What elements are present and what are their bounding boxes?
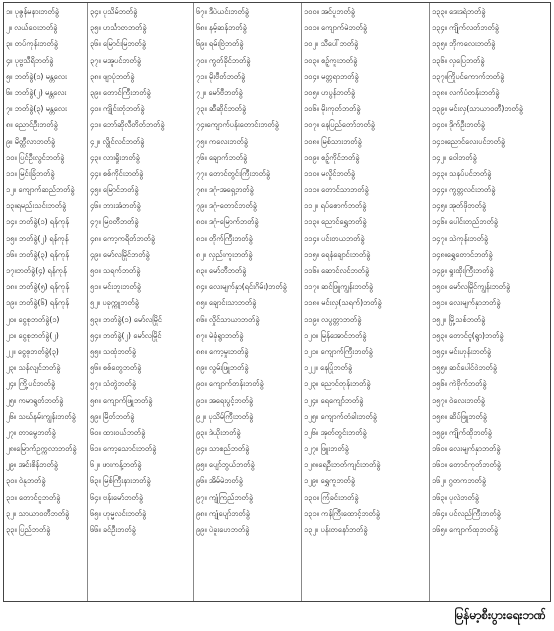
branch-entry: ၅၄။ ဘတ်ခွဲ(၂) မော်လမြိုင် <box>90 330 162 340</box>
branch-entry: ၂၇။ တာမွေဘတ်ခွဲ <box>6 427 56 437</box>
branch-entry: ၁၃၁။ ကန်ကြီးထောင့်ဘတ်ခွဲ <box>304 508 380 518</box>
branch-entry: ၁၃၃။ ဒေးဒရဲဘတ်ခွဲ <box>432 7 486 16</box>
branch-entry: ၃၂။ သာယာဝတီဘတ်ခွဲ <box>6 508 70 518</box>
branch-entry: ၁၀။ ပြင်ဦးလွင်ဘတ်ခွဲ <box>6 152 65 162</box>
branch-entry: ၁၆၁။ တောင်ကုတ်ဘတ်ခွဲ <box>432 460 501 470</box>
branch-entry: ၈၂။ လှည်းကူးဘတ်ခွဲ <box>196 249 253 259</box>
branch-entry: ၄။ ပုဗ္ဗသီရိဘတ်ခွဲ <box>6 55 54 65</box>
branch-entry: ၉၆။ အိမ်မဲဘတ်ခွဲ <box>196 476 243 486</box>
branch-entry: ၃၇။ မအူပင်ဘတ်ခွဲ <box>90 55 141 65</box>
branch-entry: ၁၈။ ဘတ်ခွဲ(၅) ရန်ကုန် <box>6 282 70 292</box>
branch-entry: ၁၂၂။ နေပြုံဘတ်ခွဲ <box>304 363 353 373</box>
branch-entry: ၆၉။ ရမ်းဗြဲဘတ်ခွဲ <box>196 39 244 49</box>
branch-entry: ၇၇။ တောင်တွင်းကြီးဘတ်ခွဲ <box>196 168 271 178</box>
branch-entry: ၆၄။ ဗန်းမော်ဘတ်ခွဲ <box>90 492 144 502</box>
branch-entry: ၅၂။ ပခုက္ကူဘတ်ခွဲ <box>90 298 139 308</box>
branch-entry: ၄၅။ မြောင်ဘတ်ခွဲ <box>90 185 139 195</box>
branch-entry: ၁၂၄။ ရေကျော်ဘတ်ခွဲ <box>304 395 364 405</box>
branch-entry: ၁၅၁။ လေးမျက်နှာဘတ်ခွဲ <box>432 298 501 308</box>
branch-entry: ၄၂။ လွိုင်လင်ဘတ်ခွဲ <box>90 136 145 146</box>
branch-entry: ၁၀၉။ စဥ့်ကိုင်ဘတ်ခွဲ <box>304 152 360 162</box>
branch-entry: ၈၇။ မဲခုံရွာဘတ်ခွဲ <box>196 330 244 340</box>
branch-entry: ၇၉။ ဒဂုံ-တောင်ဘတ်ခွဲ <box>196 201 257 211</box>
branch-entry: ၂၂။ ငွေစုဘတ်ခွဲ(၃) <box>6 346 59 356</box>
branch-entry: ၉၅။ ပျော်ဘွယ်ဘတ်ခွဲ <box>196 460 255 470</box>
branch-entry: ၇၁။ မိုးဗီတ်ဘတ်ခွဲ <box>196 71 246 81</box>
branch-entry: ၆၂။ ဖားကန့်ဘတ်ခွဲ <box>90 460 142 470</box>
branch-entry: ၃၄။ ပုသိမ်ဘတ်ခွဲ <box>90 7 138 16</box>
branch-entry: ၉၈။ ကျုံပျော်ဘတ်ခွဲ <box>196 508 250 518</box>
branch-entry: ၁၆၄။ ပင်လည်ကြီးဘတ်ခွဲ <box>432 508 501 518</box>
branch-entry: ၆။ ဘတ်ခွဲ(၂) မန္တလေး <box>6 87 67 97</box>
branch-entry: ၇၃။ ဆီဆိုင်ဘတ်ခွဲ <box>196 104 247 114</box>
branch-entry: ၁၅၅။ ဆင်ပေါင်ဝဲဘတ်ခွဲ <box>432 363 498 373</box>
branch-entry: ၁၄၅။ အုတ်ဖိုဘတ်ခွဲ <box>432 201 487 211</box>
branch-entry: ၁၁၀။ မလှိုင်ဘတ်ခွဲ <box>304 168 356 178</box>
branch-column-2 <box>88 3 194 601</box>
branch-entry: ၁၃၉။ မင်းလှ(သာယာဝတီ)ဘတ်ခွဲ <box>432 104 523 114</box>
branch-entry: ၁၅။ ဘတ်ခွဲ(၂) ရန်ကုန် <box>6 233 69 243</box>
branch-entry: ၁၁။ မြင်းခြံဘတ်ခွဲ <box>6 168 55 178</box>
branch-entry: ၆၃။ မြစ်ကြီးနားဘတ်ခွဲ <box>90 476 151 486</box>
branch-entry: ၃၅။ ဟင်္သာတဘတ်ခွဲ <box>90 23 147 33</box>
branch-entry: ၇၅။ ကလေးဘတ်ခွဲ <box>196 136 248 146</box>
branch-entry: ၁၄၇။ သဲကုန်းဘတ်ခွဲ <box>432 233 489 243</box>
branch-entry: ၈။ ညောင်ဦးဘတ်ခွဲ <box>6 120 58 130</box>
branch-entry: ၇၆။ ချောက်ဘတ်ခွဲ <box>196 152 248 162</box>
branch-entry: ၃၀။ ဝဲနုဘတ်ခွဲ <box>6 476 46 486</box>
branch-entry: ၁၃၅။ ဘိုကလေးဘတ်ခွဲ <box>432 39 496 49</box>
branch-entry: ၂၄။ ကြို့ပင်ဘတ်ခွဲ <box>6 379 56 389</box>
branch-entry: ၆၀။ ထားဝယ်ဘတ်ခွဲ <box>90 427 146 437</box>
branch-entry: ၄၀။ ကျိုင်းတုံဘတ်ခွဲ <box>90 104 145 114</box>
branch-entry: ၁၃၀။ ကြံခင်းဘတ်ခွဲ <box>304 492 359 502</box>
branch-entry: ၁၃၇။ကြိုပင်ကောက်ဘတ်ခွဲ <box>432 71 505 81</box>
branch-entry: ၂၈။မြောက်ဥက္ကလာဘတ်ခွဲ <box>6 444 77 454</box>
branch-entry: ၉။ မိတ္ထီလာဘတ်ခွဲ <box>6 136 56 146</box>
branch-entry: ၆၈။ နမ့်ဆန်ဘတ်ခွဲ <box>196 23 247 33</box>
branch-entry: ၁၁၂။ ရပ်စောက်ဘတ်ခွဲ <box>304 201 367 211</box>
branch-entry: ၁၄၃။ သနပ်ပင်ဘတ်ခွဲ <box>432 168 492 178</box>
branch-column-1 <box>4 3 88 601</box>
branch-entry: ၁၀၈။ မြစ်သားဘတ်ခွဲ <box>304 136 362 146</box>
branch-entry: ၁၂၉။ ရွှေကူဘတ်ခွဲ <box>304 476 356 486</box>
branch-entry: ၂၀။ ငွေစုဘတ်ခွဲ(၁) <box>6 314 60 324</box>
branch-entry: ၅၉။ မြိတ်ဘတ်ခွဲ <box>90 411 135 421</box>
branch-entry: ၃၃။ ပြည်ဘတ်ခွဲ <box>6 525 51 534</box>
branch-entry: ၂။ လယ်ဝေးဘတ်ခွဲ <box>6 23 58 33</box>
branch-entry: ၁၀၁။ ကျောက်မဲဘတ်ခွဲ <box>304 23 368 33</box>
branch-entry: ၁၁၁။ တောင်သာဘတ်ခွဲ <box>304 185 369 195</box>
branch-entry: ၁၂၅။ ကျောက်တံခါးဘတ်ခွဲ <box>304 411 377 421</box>
branch-entry: ၉၁။ အရေးပွင့်ဘတ်ခွဲ <box>196 395 254 405</box>
branch-entry: ၈၃။ မော်ဘီဘတ်ခွဲ <box>196 266 247 275</box>
branch-entry: ၈၅။ ချောင်းသာဘတ်ခွဲ <box>196 298 257 308</box>
branch-entry: ၁။ ပုဇွန်မနားဘတ်ခွဲ <box>6 7 59 16</box>
branch-entry: ၇၄။ကျောက်ပန်းတောင်းဘတ်ခွဲ <box>196 120 279 130</box>
branch-entry: ၁၄၄။ ကွတ္တလင်းဘတ်ခွဲ <box>432 185 496 195</box>
branch-entry: ၁၄။ ဘတ်ခွဲ(၁) ရန်ကုန် <box>6 217 69 227</box>
branch-entry: ၃၉။ တောင်ကြီးဘတ်ခွဲ <box>90 87 151 97</box>
branch-entry: ၆၁။ ကော့သောင်းဘတ်ခွဲ <box>90 444 157 454</box>
branch-entry: ၁၆၂။ ဂွတကဘတ်ခွဲ <box>432 476 487 486</box>
branch-entry: ၁၅၇။ ဝဲလေးဘတ်ခွဲ <box>432 395 485 405</box>
branch-entry: ၁၁၅။ ရေနံချောင်းဘတ်ခွဲ <box>304 249 371 259</box>
branch-entry: ၁၀၂။ သီပေါ်ဘတ်ခွဲ <box>304 39 359 49</box>
branch-entry: ၁၄၁။ညောင်လေးပင်ဘတ်ခွဲ <box>432 136 506 146</box>
branch-entry: ၂၅။ ကမာရွတ်ဘတ်ခွဲ <box>6 395 64 405</box>
branch-entry: ၁၀၃။ စဥ့်ကူးဘတ်ခွဲ <box>304 55 358 65</box>
branch-entry: ၁၅၀။ မော်လမြိုင်ကျွန်းဘတ်ခွဲ <box>432 282 511 292</box>
branch-table <box>3 2 551 602</box>
branch-entry: ၁၉။ ဘတ်ခွဲ(၆) ရန်ကုန် <box>6 298 69 308</box>
branch-entry: ၁၅၃။ တောင်ငူ(ရွာ)ဘတ်ခွဲ <box>432 330 504 340</box>
branch-entry: ၅၈။ ကျောက်ဖြူဘတ်ခွဲ <box>90 395 153 405</box>
branch-entry: ၅၅။ သထုံဘတ်ခွဲ <box>90 346 137 356</box>
branch-entry: ၁၂၈။ရေဦးဘတ်ကျင်းဘတ်ခွဲ <box>304 460 381 470</box>
branch-entry: ၁၇။ဘတ်ခွဲ(၄) ရန်ကုန် <box>6 266 67 275</box>
bank-name-footer: မြန်မာ့စီးပွားရေးဘဏ် <box>454 608 546 622</box>
branch-column-3 <box>194 3 302 601</box>
branch-entry: ၄၃။ လားရှိုးဘတ်ခွဲ <box>90 152 140 162</box>
branch-entry: ၈၈။ ကော့မှုးဘတ်ခွဲ <box>196 346 249 356</box>
branch-entry: ၁၄၂။ ဝေါဘတ်ခွဲ <box>432 152 477 162</box>
branch-entry: ၁၀၀။ အင်ပူဘတ်ခွဲ <box>304 7 355 16</box>
branch-entry: ၁၃။ရမည်းသင်းဘတ်ခွဲ <box>6 201 67 211</box>
branch-entry: ၁၁၆။ ဆောင်လင်ဘတ်ခွဲ <box>304 266 370 275</box>
branch-entry: ၆၆။ ခင်ဦးဘတ်ခွဲ <box>90 525 136 534</box>
branch-entry: ၈၉။ လွမ်းဖြူဘတ်ခွဲ <box>196 363 249 373</box>
branch-entry: ၁၆၅။ ကျောက်ထုဘတ်ခွဲ <box>432 525 499 534</box>
branch-entry: ၁၅၄။ မင်းဟုန်းဘတ်ခွဲ <box>432 346 492 356</box>
branch-column-5 <box>430 3 550 601</box>
branch-entry: ၁၁၄။ ပင်းတယဘတ်ခွဲ <box>304 233 365 243</box>
branch-entry: ၂၃။ သန်လျင်ဘတ်ခွဲ <box>6 363 61 373</box>
branch-column-4 <box>302 3 430 601</box>
branch-entry: ၁၄၆။ ပေါင်းတည်ဘတ်ခွဲ <box>432 217 498 227</box>
branch-entry: ၁၁၉။ လပွတ္တာဘတ်ခွဲ <box>304 314 362 324</box>
branch-entry: ၁၀၄။ မတ္တရာဘတ်ခွဲ <box>304 71 359 81</box>
branch-entry: ၃၈။ ဖျာပုံဘတ်ခွဲ <box>90 71 135 81</box>
branch-entry: ၁၂၆။ အုတ်တွင်းဘတ်ခွဲ <box>304 427 367 437</box>
branch-entry: ၈၀။ ဒဂုံ-မြောက်ဘတ်ခွဲ <box>196 217 259 227</box>
branch-entry: ၉၇။ ကျုံကြည်ဘတ်ခွဲ <box>196 492 254 502</box>
branch-entry: ၁၆၃။ ပုလဲဘတ်ခွဲ <box>432 492 479 502</box>
branch-entry: ၉၄။ သာစည်ဘတ်ခွဲ <box>196 444 250 454</box>
branch-entry: ၁၅၉။ ကျိုက်ထိုဘတ်ခွဲ <box>432 427 492 437</box>
branch-entry: ၅၇။ သံတွဲဘတ်ခွဲ <box>90 379 137 389</box>
branch-entry: ၈၄။ လေးမျက်နှာ(ရင်းဂိမ်း)ဘတ်ခွဲ <box>196 282 287 292</box>
branch-entry: ၁၄၀။ ဒိုက်ဦးဘတ်ခွဲ <box>432 120 485 130</box>
branch-entry: ၉၃။ ဒဲယိုးဘတ်ခွဲ <box>196 427 241 437</box>
branch-entry: ၇၂။ မော်ဗီဘတ်ခွဲ <box>196 87 243 97</box>
branch-entry: ၉၀။ ကျောက်တန်းဘတ်ခွဲ <box>196 379 264 389</box>
branch-entry: ၁၁၈။ မင်းလှ(သရက်)ဘတ်ခွဲ <box>304 298 382 308</box>
branch-entry: ၁၂၀။ မြန်အောင်ဘတ်ခွဲ <box>304 330 367 340</box>
branch-entry: ၁၆၀။ လေးမျက်နှာဘတ်ခွဲ <box>432 444 501 454</box>
branch-entry: ၇၀။ ကွတ်ခိုင်ဘတ်ခွဲ <box>196 55 251 65</box>
branch-entry: ၂၁။ ငွေစုဘတ်ခွဲ(၂) <box>6 330 59 340</box>
branch-entry: ၁၂၁။ ကျောက်ကြီးဘတ်ခွဲ <box>304 346 373 356</box>
branch-entry: ၁၅၆။ ကဲဗိုက်ဘတ်ခွဲ <box>432 379 487 389</box>
branch-entry: ၅၁။ မင်းဘူးဘတ်ခွဲ <box>90 282 141 292</box>
branch-entry: ၁၂။ ကျောက်ဆည်ဘတ်ခွဲ <box>6 185 75 195</box>
branch-entry: ၁၁၇။ ဆင်ဖြူကျွန်းဘတ်ခွဲ <box>304 282 374 292</box>
branch-entry: ၁၀၇။ နေပြည်တော်ဘတ်ခွဲ <box>304 120 375 130</box>
branch-entry: ၁၃၆။ လှပြေဘတ်ခွဲ <box>432 55 485 65</box>
branch-entry: ၁၃၈။ လက်ပံတန်းဘတ်ခွဲ <box>432 87 500 97</box>
branch-entry: ၅။ ဘတ်ခွဲ(၁) မန္တလေး <box>6 71 67 81</box>
branch-entry: ၅၀။ သရက်ဘတ်ခွဲ <box>90 266 141 275</box>
branch-entry: ၇၈။ ဒဂုံ-အရှေ့ဘတ်ခွဲ <box>196 185 254 195</box>
branch-entry: ၉၉။ ပဲခူးဟေဘတ်ခွဲ <box>196 525 250 534</box>
branch-entry: ၁၅၂။ မြို့သစ်ဘတ်ခွဲ <box>432 314 486 324</box>
branch-entry: ၁၃၂။ ပန်းတနော်ဘတ်ခွဲ <box>304 525 368 534</box>
branch-entry: ၁၅၈။ ဆိပ်ဖြူဘတ်ခွဲ <box>432 411 487 421</box>
branch-entry: ၃၁။ တောင်ငူဘတ်ခွဲ <box>6 492 61 502</box>
branch-entry: ၁၃၄။ ကျိုက်လတ်ဘတ်ခွဲ <box>432 23 499 33</box>
branch-entry: ၃။ တပ်ကုန်းဘတ်ခွဲ <box>6 39 58 49</box>
branch-entry: ၂၆။ သဃ်နမ်းကျွန်းဘတ်ခွဲ <box>6 411 76 421</box>
branch-entry: ၁၄၈။ရွှေတောင်ဘတ်ခွဲ <box>432 249 493 259</box>
branch-entry: ၃၆။ မြောင်းမြဘတ်ခွဲ <box>90 39 146 49</box>
branch-entry: ၂၉။ အင်းစိန်ဘတ်ခွဲ <box>6 460 58 470</box>
branch-entry: ၅၃။ ဘတ်ခွဲ(၁) မော်လမြိုင် <box>90 314 162 324</box>
branch-entry: ၁၁၃။ ညောင်ရွှေဘတ်ခွဲ <box>304 217 367 227</box>
branch-entry: ၆၇။ ဒီပဲယင်းဘတ်ခွဲ <box>196 7 249 16</box>
branch-entry: ၉၂။ ပုသိမ်ကြီးဘတ်ခွဲ <box>196 411 254 421</box>
branch-entry: ၄၇။ မြဝတီဘတ်ခွဲ <box>90 217 139 227</box>
branch-entry: ၆၅။ ဟုမ္မလင်းဘတ်ခွဲ <box>90 508 147 518</box>
branch-entry: ၅၆။ စစ်တွေဘတ်ခွဲ <box>90 363 142 373</box>
branch-entry: ၄၉။ မော်လမြိုင်ဘတ်ခွဲ <box>90 249 150 259</box>
branch-entry: ၁၀၆။ မိုးကုတ်ဘတ်ခွဲ <box>304 104 361 114</box>
branch-entry: ၄၄။ စစ်ကိုင်းဘတ်ခွဲ <box>90 168 144 178</box>
branch-entry: ၈၆။ လှိုင်သာယာဘတ်ခွဲ <box>196 314 260 324</box>
branch-entry: ၄၁။ ဘော်ဆိုလီတိတ်ဘတ်ခွဲ <box>90 120 165 130</box>
branch-entry: ၇။ ဘတ်ခွဲ(၃) မန္တလေး <box>6 104 67 114</box>
branch-entry: ၁၂၇။ ဖြူးဘတ်ခွဲ <box>304 444 349 454</box>
branch-entry: ၄၈။ ကော့ကရိတ်ဘတ်ခွဲ <box>90 233 156 243</box>
branch-entry: ၈၁။ တိုက်ကြီးဘတ်ခွဲ <box>196 233 253 243</box>
branch-entry: ၁၆။ ဘတ်ခွဲ(၃) ရန်ကုန် <box>6 249 69 259</box>
branch-entry: ၁၀၅။ ဟပွန်ဘတ်ခွဲ <box>304 87 356 97</box>
branch-entry: ၄၆။ ဘားအံဘတ်ခွဲ <box>90 201 141 211</box>
branch-entry: ၁၂၃။ ညောင်တုန်းဘတ်ခွဲ <box>304 379 371 389</box>
branch-entry: ၁၄၉။ ရှုးထိုးကြီးဘတ်ခွဲ <box>432 266 494 275</box>
